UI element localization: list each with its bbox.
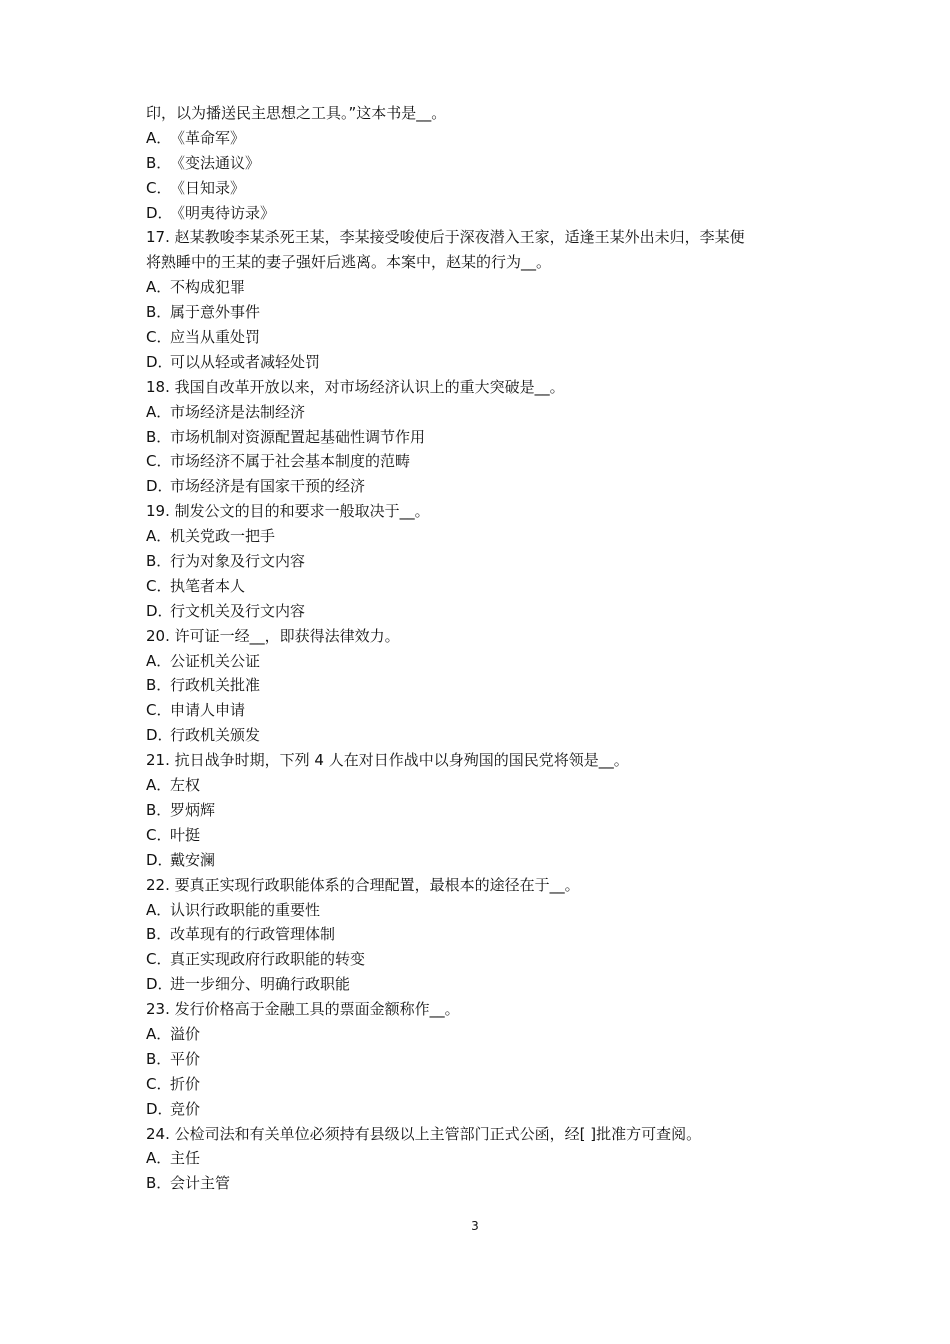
question-block	[146, 1122, 826, 1197]
option-letter: D．	[146, 601, 173, 620]
option-letter: D．	[146, 477, 173, 496]
option-letter: D．	[146, 203, 173, 222]
option-text: 市场经济不属于社会基本制度的范畴	[170, 452, 411, 471]
answer-option	[146, 673, 826, 698]
answer-option	[146, 898, 826, 923]
option-text: 执笔者本人	[170, 576, 246, 595]
answer-option	[146, 549, 826, 574]
option-text: 市场经济是有国家干预的经济	[170, 477, 366, 496]
option-letter: C．	[146, 328, 172, 347]
option-text: 平价	[170, 1049, 201, 1068]
option-letter: A．	[146, 1149, 172, 1168]
option-text: 公证机关公证	[170, 651, 261, 670]
question-stem: 21. 抗日战争时期，下列 4 人在对日作战中以身殉国的国民党将领是__。	[146, 751, 629, 770]
option-letter: B．	[146, 552, 172, 571]
question-block	[146, 873, 826, 997]
page-content	[146, 101, 826, 1196]
option-text: 《日知录》	[170, 178, 246, 197]
answer-option	[146, 773, 826, 798]
option-text: 机关党政一把手	[170, 527, 276, 546]
answer-option	[146, 798, 826, 823]
answer-option	[146, 1022, 826, 1047]
option-letter: B．	[146, 925, 172, 944]
answer-option	[146, 1171, 826, 1196]
intro-options	[146, 126, 826, 226]
option-letter: D．	[146, 352, 173, 371]
answer-option	[146, 126, 826, 151]
option-letter: A．	[146, 900, 172, 919]
answer-option	[146, 574, 826, 599]
answer-option	[146, 1146, 826, 1171]
answer-option	[146, 474, 826, 499]
option-text: 市场机制对资源配置起基础性调节作用	[170, 427, 426, 446]
question-stem: 19. 制发公文的目的和要求一般取决于__。	[146, 502, 430, 521]
answer-option	[146, 599, 826, 624]
option-letter: C．	[146, 452, 172, 471]
option-letter: C．	[146, 576, 172, 595]
option-letter: B．	[146, 427, 172, 446]
question-block	[146, 748, 826, 872]
answer-option	[146, 524, 826, 549]
option-text: 竞价	[170, 1099, 201, 1118]
option-letter: B．	[146, 676, 172, 695]
option-text: 真正实现政府行政职能的转变	[170, 950, 366, 969]
question-stem: 22. 要真正实现行政职能体系的合理配置，最根本的途径在于__。	[146, 875, 580, 894]
option-text: 行政机关颁发	[170, 726, 261, 745]
option-letter: A．	[146, 1024, 172, 1043]
answer-option	[146, 848, 826, 873]
answer-option	[146, 698, 826, 723]
option-text: 市场经济是法制经济	[170, 402, 306, 421]
question-block	[146, 375, 826, 499]
question-stem: 将熟睡中的王某的妻子强奸后逃离。本案中，赵某的行为__。	[146, 253, 552, 272]
option-text: 左权	[170, 776, 201, 795]
question-stem: 17. 赵某教唆李某杀死王某，李某接受唆使后于深夜潜入王家，适逢王某外出未归，李某便	[146, 228, 745, 247]
option-text: 《明夷待访录》	[170, 203, 276, 222]
answer-option	[146, 176, 826, 201]
answer-option	[146, 823, 826, 848]
option-letter: B．	[146, 1174, 172, 1193]
option-letter: B．	[146, 303, 172, 322]
question-stem: 23. 发行价格高于金融工具的票面金额称作__。	[146, 1000, 460, 1019]
option-letter: D．	[146, 975, 173, 994]
option-text: 折价	[170, 1074, 201, 1093]
option-text: 会计主管	[170, 1174, 231, 1193]
option-text: 《变法通议》	[170, 153, 261, 172]
option-text: 行为对象及行文内容	[170, 552, 306, 571]
option-letter: B．	[146, 1049, 172, 1068]
option-letter: C．	[146, 178, 172, 197]
option-letter: C．	[146, 825, 172, 844]
option-text: 戴安澜	[170, 850, 216, 869]
answer-option	[146, 201, 826, 226]
option-letter: A．	[146, 128, 172, 147]
question-block	[146, 225, 826, 374]
question-block	[146, 997, 826, 1121]
answer-option	[146, 972, 826, 997]
option-text: 属于意外事件	[170, 303, 261, 322]
option-text: 叶挺	[170, 825, 201, 844]
option-letter: C．	[146, 950, 172, 969]
question-stem: 24. 公检司法和有关单位必须持有县级以上主管部门正式公函，经[ ]批准方可查阅。	[146, 1124, 702, 1143]
answer-option	[146, 425, 826, 450]
option-letter: A．	[146, 402, 172, 421]
option-text: 行文机关及行文内容	[170, 601, 306, 620]
answer-option	[146, 300, 826, 325]
question-block	[146, 499, 826, 623]
option-text: 行政机关批准	[170, 676, 261, 695]
answer-option	[146, 723, 826, 748]
option-letter: C．	[146, 701, 172, 720]
option-text: 不构成犯罪	[170, 278, 246, 297]
answer-option	[146, 325, 826, 350]
option-text: 改革现有的行政管理体制	[170, 925, 336, 944]
answer-option	[146, 400, 826, 425]
answer-option	[146, 275, 826, 300]
option-text: 申请人申请	[170, 701, 246, 720]
option-letter: D．	[146, 1099, 173, 1118]
option-text: 可以从轻或者减轻处罚	[170, 352, 321, 371]
answer-option	[146, 449, 826, 474]
answer-option	[146, 922, 826, 947]
answer-option	[146, 947, 826, 972]
option-text: 主任	[170, 1149, 201, 1168]
option-letter: B．	[146, 800, 172, 819]
option-letter: D．	[146, 850, 173, 869]
option-letter: A．	[146, 776, 172, 795]
option-letter: A．	[146, 527, 172, 546]
option-letter: A．	[146, 278, 172, 297]
question-list	[146, 225, 826, 1196]
option-text: 应当从重处罚	[170, 328, 261, 347]
question-stem: 20. 许可证一经__，即获得法律效力。	[146, 626, 400, 645]
question-stem: 18. 我国自改革开放以来，对市场经济认识上的重大突破是__。	[146, 377, 565, 396]
option-text: 溢价	[170, 1024, 201, 1043]
answer-option	[146, 1047, 826, 1072]
question-block	[146, 624, 826, 748]
answer-option	[146, 1097, 826, 1122]
option-letter: D．	[146, 726, 173, 745]
option-text: 认识行政职能的重要性	[170, 900, 321, 919]
answer-option	[146, 350, 826, 375]
question-continuation: 印，以为播送民主思想之工具。”这本书是__。	[146, 104, 447, 122]
option-text: 进一步细分、明确行政职能	[170, 975, 351, 994]
option-letter: B．	[146, 153, 172, 172]
answer-option	[146, 151, 826, 176]
option-text: 《革命军》	[170, 128, 246, 147]
page-number: 3	[471, 1219, 479, 1233]
answer-option	[146, 1072, 826, 1097]
option-letter: C．	[146, 1074, 172, 1093]
answer-option	[146, 649, 826, 674]
option-text: 罗炳辉	[170, 800, 216, 819]
option-letter: A．	[146, 651, 172, 670]
